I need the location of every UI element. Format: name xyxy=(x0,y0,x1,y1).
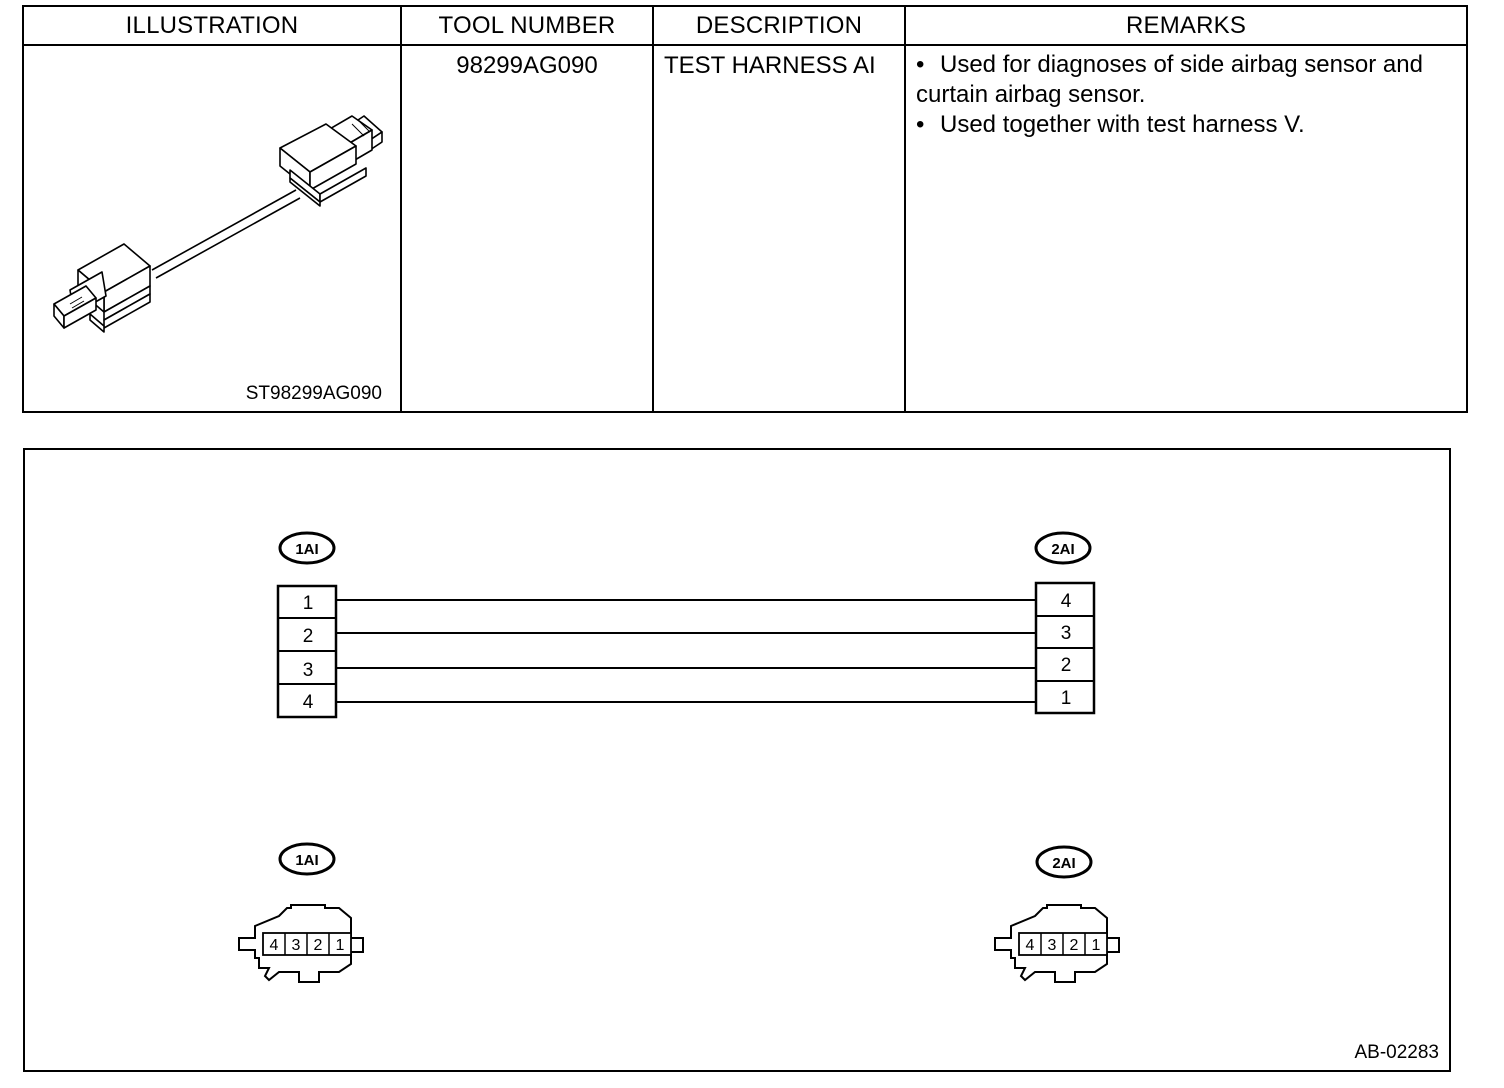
face-callout-right xyxy=(1037,847,1091,877)
face-callout-left xyxy=(280,844,334,874)
wiring-diagram xyxy=(23,448,1451,1072)
remark-text-continued: curtain airbag sensor. xyxy=(916,81,1146,108)
face-left-pin: 1 xyxy=(335,937,345,954)
right-pin-label: 4 xyxy=(1060,591,1072,612)
remark-text: Used for diagnoses of side airbag sensor and xyxy=(940,51,1423,78)
face-left-pin: 4 xyxy=(269,937,279,954)
table-header-row xyxy=(23,6,1467,45)
header-tool-number: TOOL NUMBER xyxy=(401,6,653,45)
face-callout-right-label: 2AI xyxy=(1052,855,1076,872)
left-pin-block xyxy=(278,586,336,717)
face-right-pin: 4 xyxy=(1025,937,1035,954)
right-pin-block xyxy=(1036,583,1094,713)
face-callout-left-label: 1AI xyxy=(295,852,319,869)
tool-table xyxy=(22,5,1468,413)
left-pin-label: 3 xyxy=(302,660,314,681)
wiring-diagram-svg xyxy=(25,450,1453,1074)
connector-callout-right xyxy=(1036,533,1090,563)
right-pin-label: 1 xyxy=(1060,688,1072,709)
remarks-cell xyxy=(905,45,1467,412)
connector-callout-left xyxy=(280,533,334,563)
bullet-icon: • xyxy=(916,51,925,78)
right-pin-label: 2 xyxy=(1060,655,1072,676)
illustration-code: ST98299AG090 xyxy=(245,383,382,404)
face-right-pin: 2 xyxy=(1069,937,1079,954)
header-illustration: ILLUSTRATION xyxy=(23,6,401,45)
bullet-icon: • xyxy=(916,111,925,138)
face-left-pin: 3 xyxy=(291,937,301,954)
connector-face-right xyxy=(995,905,1119,982)
face-right-pin: 1 xyxy=(1091,937,1101,954)
right-pin-label: 3 xyxy=(1060,623,1072,644)
connector-callout-left-label: 1AI xyxy=(295,541,319,558)
face-right-pin: 3 xyxy=(1047,937,1057,954)
remark-item xyxy=(916,110,1456,140)
header-remarks: REMARKS xyxy=(905,6,1467,45)
face-left-pin: 2 xyxy=(313,937,323,954)
wires xyxy=(336,600,1036,702)
remark-item xyxy=(916,50,1456,110)
figure-code: AB-02283 xyxy=(1354,1042,1439,1063)
left-pin-label: 1 xyxy=(302,593,314,614)
connector-face-left xyxy=(239,905,363,982)
left-pin-label: 2 xyxy=(302,626,314,647)
tool-number-cell: 98299AG090 xyxy=(401,45,653,412)
description-cell: TEST HARNESS AI xyxy=(653,45,905,412)
table-row xyxy=(23,45,1467,412)
left-pin-label: 4 xyxy=(302,692,314,713)
remark-text: Used together with test harness V. xyxy=(940,111,1305,138)
illustration-cell xyxy=(23,45,401,412)
connector-callout-right-label: 2AI xyxy=(1051,541,1075,558)
test-harness-illustration xyxy=(24,46,402,412)
header-description: DESCRIPTION xyxy=(653,6,905,45)
